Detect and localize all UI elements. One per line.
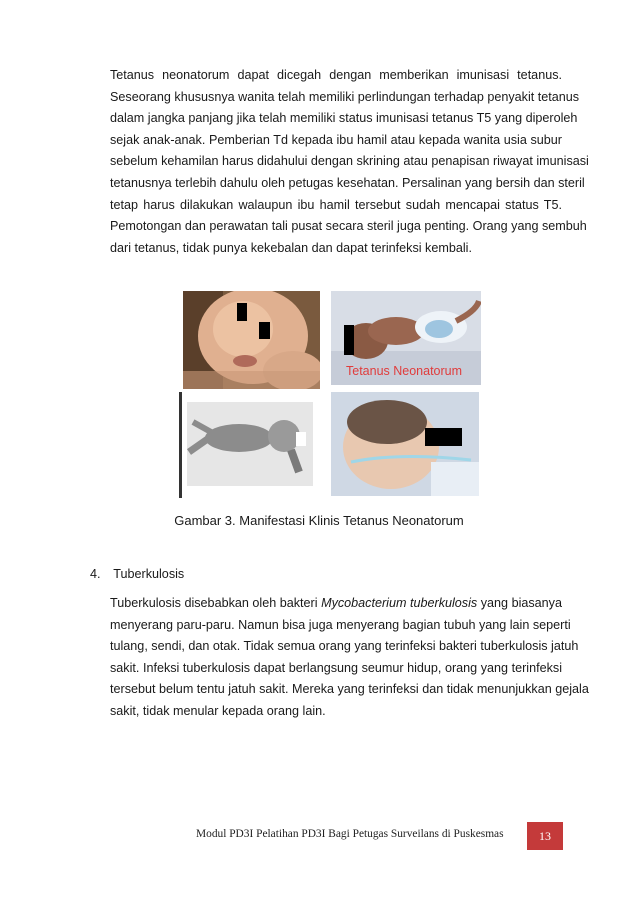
footer-title: Modul PD3I Pelatihan PD3I Bagi Petugas Surveilans di Puskesmas [196, 828, 504, 840]
text-line: menyerang paru-paru. Namun bisa juga menyerang bagian tubuh yang lain seperti [110, 617, 571, 632]
section-number: 4. [90, 567, 101, 581]
censor-bar [259, 322, 270, 339]
species-name: Mycobacterium tuberkulosis [321, 596, 478, 610]
photo-baby-face [183, 291, 320, 389]
tetanus-paragraph [110, 65, 589, 259]
censor-bar [237, 303, 247, 321]
text-line: dari tetanus, tidak punya kekebalan dan dapat terinfeksi kembali. [110, 240, 472, 255]
censor-bar [344, 325, 354, 355]
text-line: sakit, tidak menular kepada orang lain. [110, 703, 326, 718]
text-line [110, 593, 562, 615]
text-line: tulang, sendi, dan otak. Tidak semua orang yang terinfeksi bakteri tuberkulosis jatuh [110, 639, 579, 654]
text-line: sejak anak-anak. Pemberian Td kepada ibu hamil atau kepada wanita usia subur [110, 132, 562, 147]
text-line: Seseorang khususnya wanita telah memiliki perlindungan terhadap penyakit tetanus [110, 89, 580, 104]
censor-bar [296, 432, 306, 446]
page-number-badge: 13 [527, 822, 563, 850]
text-line: dalam jangka panjang jika telah memiliki status imunisasi tetanus T5 yang diperoleh [110, 111, 578, 126]
section-title: Tuberkulosis [113, 567, 185, 581]
photo-label: Tetanus Neonatorum [346, 364, 463, 378]
figure-caption: Gambar 3. Manifestasi Klinis Tetanus Neonatorum [174, 513, 464, 528]
censor-bar [425, 428, 462, 446]
text-run: Tuberkulosis disebabkan oleh bakteri [110, 596, 322, 610]
section-heading [90, 566, 184, 582]
text-line: Tetanus neonatorum dapat dicegah dengan memberikan imunisasi tetanus. [110, 68, 562, 82]
text-line: tetanusnya terlebih dahulu oleh petugas kesehatan. Persalinan yang bersih dan steril [110, 175, 585, 190]
text-run: yang biasanya [477, 596, 562, 610]
tuberkulosis-paragraph [110, 593, 589, 723]
text-line: Pemotongan dan perawatan tali pusat secara steril juga penting. Orang yang sembuh [110, 219, 587, 234]
text-line: sakit. Infeksi tuberkulosis dapat berlangsung seumur hidup, orang yang terinfeksi [110, 660, 562, 675]
text-line: tetap harus dilakukan walaupun ibu hamil tersebut sudah mencapai status T5. [110, 197, 562, 212]
text-line: sebelum kehamilan harus didahului dengan skrining atau penapisan riwayat imunisasi [110, 154, 589, 169]
text-line: tersebut belum tentu jatuh sakit. Mereka yang terinfeksi dan tidak menunjukkan gejala [110, 682, 589, 697]
